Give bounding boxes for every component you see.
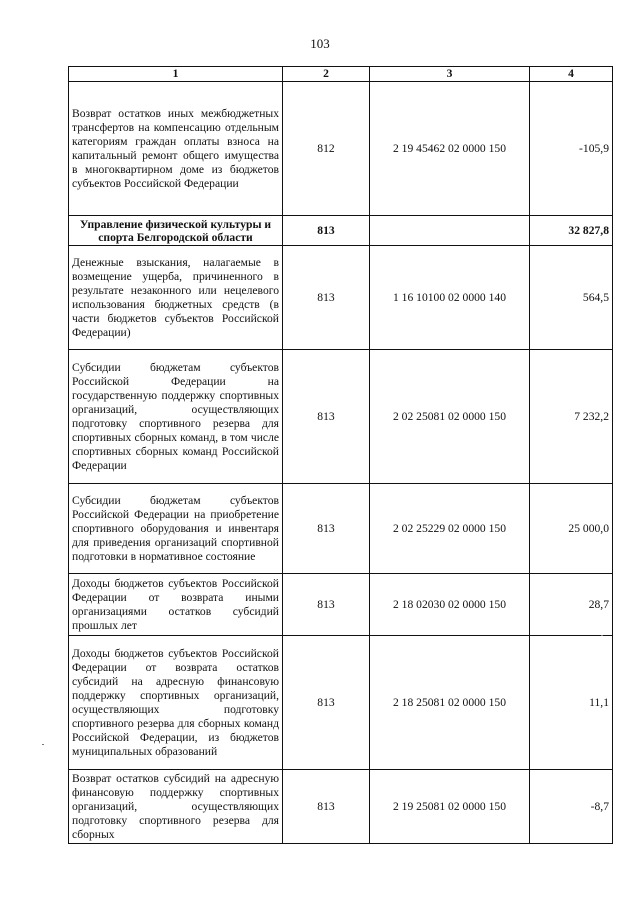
table-row bbox=[69, 770, 613, 844]
row-kbk: 2 19 25081 02 0000 150 bbox=[370, 770, 530, 844]
page-number: 103 bbox=[310, 36, 330, 51]
row-name: Управление физической культуры и спорта Белгородской области bbox=[69, 216, 283, 246]
column-header-sum: 4 bbox=[530, 67, 613, 82]
table-header-row bbox=[69, 67, 613, 82]
row-kbk: 2 18 25081 02 0000 150 bbox=[370, 636, 530, 770]
row-name: Субсидии бюджетам субъектов Российской Федерации на государственную поддержку спортивных организаций, осуществляющих подготовку спортивного резерва для спортивных сборных команд, в том числе спортивных сборных команд Российской Федерации bbox=[69, 350, 283, 484]
row-code: 813 bbox=[283, 770, 370, 844]
table-row bbox=[69, 636, 613, 770]
row-code: 813 bbox=[283, 574, 370, 636]
scan-speck bbox=[601, 635, 603, 636]
row-kbk: 2 02 25229 02 0000 150 bbox=[370, 484, 530, 574]
row-name: Субсидии бюджетам субъектов Российской Федерации на приобретение спортивного оборудования и инвентаря для приведения организаций спортивной подготовки в нормативное состояние bbox=[69, 484, 283, 574]
row-kbk: 1 16 10100 02 0000 140 bbox=[370, 246, 530, 350]
row-sum: 7 232,2 bbox=[530, 350, 613, 484]
table-row bbox=[69, 484, 613, 574]
row-code: 813 bbox=[283, 636, 370, 770]
row-kbk: 2 02 25081 02 0000 150 bbox=[370, 350, 530, 484]
row-sum: 28,7 bbox=[530, 574, 613, 636]
row-kbk bbox=[370, 216, 530, 246]
column-header-code: 2 bbox=[283, 67, 370, 82]
row-code: 813 bbox=[283, 216, 370, 246]
row-code: 813 bbox=[283, 246, 370, 350]
row-name: Денежные взыскания, налагаемые в возмещение ущерба, причиненного в результате незаконного или нецелевого использования бюджетных средств (в части бюджетов субъектов Российской Федерации) bbox=[69, 246, 283, 350]
row-name: Возврат остатков иных межбюджетных трансфертов на компенсацию отдельным категориям граждан оплаты взноса на капитальный ремонт общего имущества в многоквартирном доме из бюджетов субъектов Российской Федерации bbox=[69, 82, 283, 216]
row-kbk: 2 19 45462 02 0000 150 bbox=[370, 82, 530, 216]
row-code: 813 bbox=[283, 484, 370, 574]
column-header-kbk: 3 bbox=[370, 67, 530, 82]
row-name: Возврат остатков субсидий на адресную финансовую поддержку спортивных организаций, осуществляющих подготовку спортивного резерва для сборных bbox=[69, 770, 283, 844]
table-row bbox=[69, 350, 613, 484]
row-name: Доходы бюджетов субъектов Российской Федерации от возврата иными организациями остатков субсидий прошлых лет bbox=[69, 574, 283, 636]
row-sum: 25 000,0 bbox=[530, 484, 613, 574]
table-row bbox=[69, 82, 613, 216]
row-sum: 11,1 bbox=[530, 636, 613, 770]
table-row bbox=[69, 246, 613, 350]
row-sum: -8,7 bbox=[530, 770, 613, 844]
row-code: 813 bbox=[283, 350, 370, 484]
row-sum: -105,9 bbox=[530, 82, 613, 216]
row-sum: 564,5 bbox=[530, 246, 613, 350]
column-header-name: 1 bbox=[69, 67, 283, 82]
table-row bbox=[69, 574, 613, 636]
row-kbk: 2 18 02030 02 0000 150 bbox=[370, 574, 530, 636]
row-sum: 32 827,8 bbox=[530, 216, 613, 246]
row-code: 812 bbox=[283, 82, 370, 216]
scan-speck bbox=[42, 744, 44, 745]
budget-revenue-table bbox=[68, 66, 613, 844]
row-name: Доходы бюджетов субъектов Российской Федерации от возврата остатков субсидий на адресную финансовую поддержку спортивных организаций, осуществляющих подготовку спортивного резерва для сборных команд Российской Федерации, из бюджетов муниципальных образований bbox=[69, 636, 283, 770]
table-row-department bbox=[69, 216, 613, 246]
